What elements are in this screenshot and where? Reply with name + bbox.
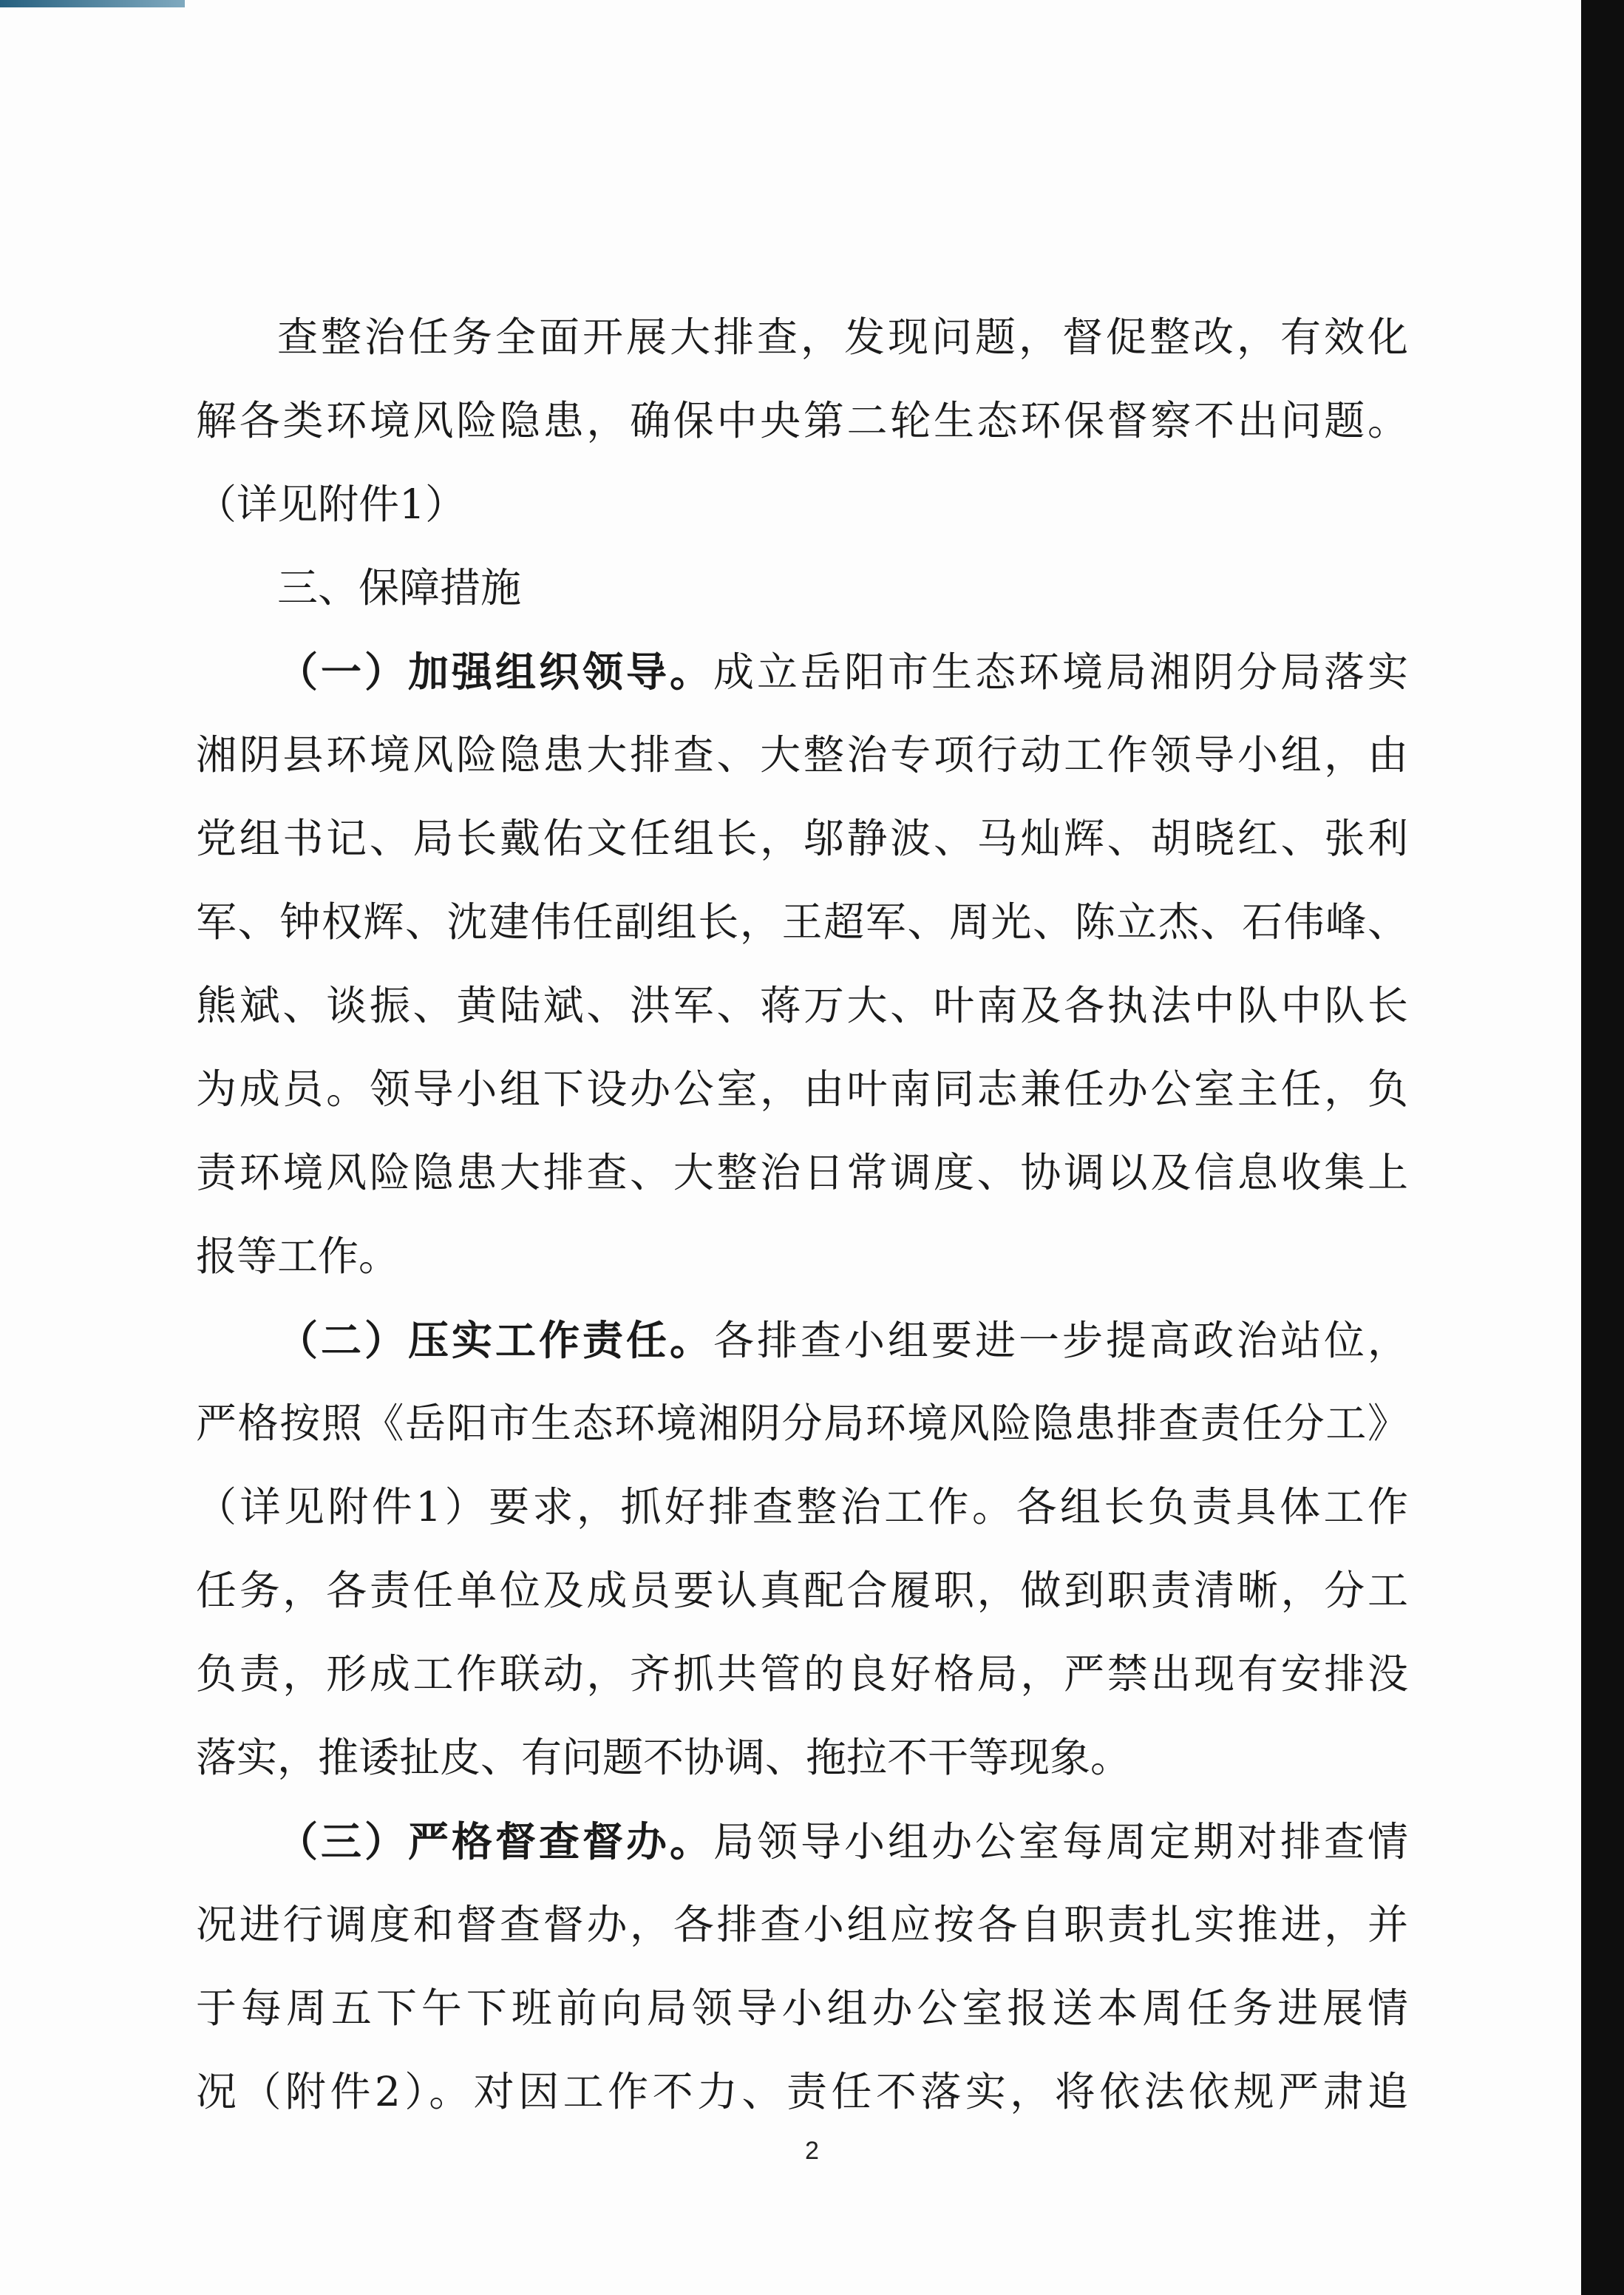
text-line: 军、钟权辉、沈建伟任副组长，王超军、周光、陈立杰、石伟峰、 — [196, 898, 1408, 946]
paragraph-title: （三）严格督查督办。 — [277, 1817, 713, 1865]
scan-edge-right — [1581, 0, 1624, 2295]
text-span: 成立岳阳市生态环境局湘阴分局落实 — [713, 648, 1408, 696]
text-line: （详见附件1） — [196, 481, 466, 528]
paragraph-first-line — [196, 1298, 1408, 1382]
text-line: 责环境风险隐患大排查、大整治日常调度、协调以及信息收集上 — [196, 1149, 1408, 1196]
section-heading: 三、保障措施 — [277, 564, 522, 611]
scan-edge-top — [0, 0, 185, 7]
text-line: （详见附件1）要求，抓好排查整治工作。各组长负责具体工作 — [196, 1483, 1408, 1530]
text-line: 查整治任务全面开展大排查，发现问题，督促整改，有效化 — [277, 313, 1408, 361]
text-line: 落实，推诿扯皮、有问题不协调、拖拉不干等现象。 — [196, 1734, 1132, 1781]
text-line: 况（附件2）。对因工作不力、责任不落实，将依法依规严肃追 — [196, 2068, 1408, 2115]
paragraph-first-line — [196, 630, 1408, 713]
text-line: 湘阴县环境风险隐患大排查、大整治专项行动工作领导小组，由 — [196, 731, 1408, 779]
document-body — [196, 296, 1408, 2134]
text-line: 熊斌、谈振、黄陆斌、洪军、蒋万大、叶南及各执法中队中队长 — [196, 982, 1408, 1029]
paragraph-title: （二）压实工作责任。 — [277, 1316, 713, 1364]
text-span: 局领导小组办公室每周定期对排查情 — [713, 1818, 1408, 1865]
text-line: 况进行调度和督查督办，各排查小组应按各自职责扎实推进，并 — [196, 1901, 1408, 1948]
page-number: 2 — [805, 2137, 819, 2165]
text-line: 为成员。领导小组下设办公室，由叶南同志兼任办公室主任，负 — [196, 1065, 1408, 1113]
text-line: 党组书记、局长戴佑文任组长，邬静波、马灿辉、胡晓红、张利 — [196, 815, 1408, 862]
text-line: 于每周五下午下班前向局领导小组办公室报送本周任务进展情 — [196, 1984, 1408, 2032]
text-line: 报等工作。 — [196, 1233, 400, 1280]
text-line: 解各类环境风险隐患，确保中央第二轮生态环保督察不出问题。 — [196, 397, 1408, 444]
text-line: 负责，形成工作联动，齐抓共管的良好格局，严禁出现有安排没 — [196, 1650, 1408, 1698]
paragraph-first-line — [196, 1800, 1408, 1883]
text-line: 任务，各责任单位及成员要认真配合履职，做到职责清晰，分工 — [196, 1567, 1408, 1614]
text-line: 严格按照《岳阳市生态环境湘阴分局环境风险隐患排查责任分工》 — [196, 1400, 1408, 1447]
paragraph-title: （一）加强组织领导。 — [277, 648, 713, 696]
text-span: 各排查小组要进一步提高政治站位， — [713, 1317, 1408, 1364]
